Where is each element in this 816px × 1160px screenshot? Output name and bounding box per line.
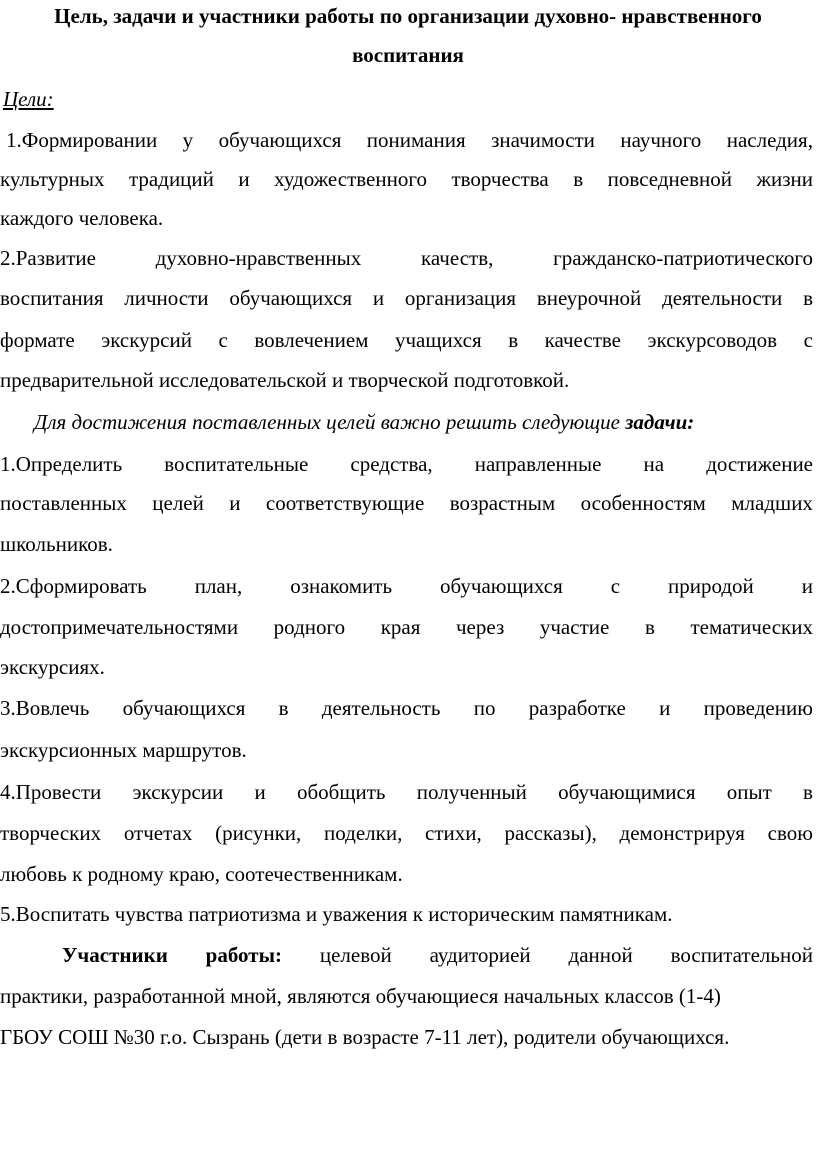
word: деятельность	[321, 696, 441, 720]
word: на	[643, 452, 665, 476]
goal-1-line-3: каждого человека.	[0, 206, 164, 230]
word: деятельности	[662, 286, 783, 310]
word: возрастным	[449, 491, 556, 515]
word: жизни	[756, 167, 813, 191]
participants-word: аудиторией	[429, 943, 531, 967]
word: опыт	[726, 780, 772, 804]
word: с	[218, 328, 228, 352]
word: экскурсии	[132, 780, 224, 804]
word: природой	[668, 574, 754, 598]
word: обучающихся	[218, 128, 342, 152]
task-3-line-2: экскурсионных маршрутов.	[0, 738, 247, 762]
word: формате	[0, 328, 75, 352]
tasks-intro	[34, 409, 694, 435]
word: повседневной	[607, 167, 732, 191]
word: в	[803, 286, 813, 310]
goal-2-line-4: предварительной исследовательской и творческой подготовкой.	[0, 368, 570, 392]
word: рассказы),	[504, 821, 597, 845]
participants-word: воспитательной	[670, 943, 813, 967]
word: с	[610, 574, 621, 598]
word: с	[803, 328, 813, 352]
word: стихи,	[425, 821, 482, 845]
word: 2.Развитие	[0, 246, 96, 270]
word: в	[644, 615, 655, 639]
word: художественного	[274, 167, 427, 191]
task-4-line-1	[0, 779, 813, 805]
word: обучающихся	[440, 574, 563, 598]
word: и	[238, 167, 250, 191]
word: проведению	[703, 696, 813, 720]
task-3-line-1	[0, 695, 813, 721]
word: соответствующие	[265, 491, 425, 515]
task-4-line-3: любовь к родному краю, соотечественникам.	[0, 862, 403, 886]
word: обучающихся	[229, 286, 353, 310]
word: тематических	[690, 615, 813, 639]
word: 3.Вовлечь	[0, 696, 90, 720]
word: целей	[152, 491, 204, 515]
document-title-line-1: Цель, задачи и участники работы по организации духовно- нравственного	[54, 4, 762, 28]
word: традиций	[129, 167, 214, 191]
word: и	[229, 491, 241, 515]
word: по	[473, 696, 496, 720]
word: особенностям	[580, 491, 706, 515]
word: 1.Формировании	[6, 128, 158, 152]
word: в	[573, 167, 584, 191]
goal-2-line-3	[0, 327, 813, 353]
participants-label-1: Участники	[62, 943, 168, 967]
word: наследия,	[726, 128, 813, 152]
word: значимости	[491, 128, 595, 152]
word: родного	[273, 615, 346, 639]
word: понимания	[366, 128, 466, 152]
word: ознакомить	[290, 574, 393, 598]
word: обучающимися	[558, 780, 696, 804]
task-4-line-2	[0, 820, 813, 846]
participants-line-1	[62, 942, 813, 968]
task-1-line-3: школьников.	[0, 532, 113, 556]
word: воспитания	[0, 286, 104, 310]
word: (рисунки,	[215, 821, 302, 845]
word: направленные	[474, 452, 602, 476]
word: и	[659, 696, 671, 720]
goal-2-line-2	[0, 285, 813, 311]
participants-word: целевой	[319, 943, 392, 967]
word: качеств,	[420, 246, 494, 270]
word: 1.Определить	[0, 452, 123, 476]
word: творческих	[0, 821, 102, 845]
tasks-intro-text: Для достижения поставленных целей важно решить следующие	[34, 410, 626, 434]
goal-1-line-2	[0, 166, 813, 192]
word: культурных	[0, 167, 105, 191]
word: младших	[731, 491, 813, 515]
word: научного	[620, 128, 702, 152]
task-2-line-3: экскурсиях.	[0, 655, 105, 679]
word: поделки,	[324, 821, 403, 845]
word: экскурсий	[101, 328, 192, 352]
task-2-line-2	[0, 614, 813, 640]
word: качестве	[544, 328, 622, 352]
word: через	[456, 615, 505, 639]
word: и	[801, 574, 813, 598]
word: и	[372, 286, 385, 310]
word: личности	[124, 286, 209, 310]
participants-line-2: практики, разработанной мной, являются обучающиеся начальных классов (1-4)	[0, 984, 721, 1008]
word: участие	[539, 615, 610, 639]
word: в	[803, 780, 813, 804]
participants-word: данной	[568, 943, 633, 967]
word: план,	[194, 574, 243, 598]
word: обобщить	[296, 780, 386, 804]
goals-heading: Цели:	[3, 87, 54, 111]
word: воспитательные	[164, 452, 309, 476]
task-1-line-2	[0, 490, 813, 516]
word: духовно-нравственных	[155, 246, 362, 270]
participants-label-2: работы:	[205, 943, 282, 967]
word: свою	[767, 821, 813, 845]
word: в	[508, 328, 519, 352]
word: края	[380, 615, 421, 639]
word: организация	[404, 286, 517, 310]
word: учащихся	[395, 328, 482, 352]
task-2-line-1	[0, 573, 813, 599]
word: у	[182, 128, 194, 152]
word: вовлечением	[254, 328, 369, 352]
goal-1-line-1	[6, 127, 813, 153]
word: полученный	[416, 780, 527, 804]
word: поставленных	[0, 491, 127, 515]
word: творчества	[451, 167, 549, 191]
word: в	[278, 696, 289, 720]
word: 4.Провести	[0, 780, 102, 804]
word: средства,	[350, 452, 433, 476]
word: внеурочной	[536, 286, 642, 310]
goal-2-line-1	[0, 245, 813, 271]
document-title-line-2: воспитания	[352, 43, 464, 67]
word: демонстрируя	[619, 821, 745, 845]
word: разработке	[528, 696, 626, 720]
word: обучающихся	[122, 696, 246, 720]
word: 2.Сформировать	[0, 574, 147, 598]
word: достижение	[706, 452, 813, 476]
word: отчетах	[123, 821, 193, 845]
participants-line-3: ГБОУ СОШ №30 г.о. Сызрань (дети в возрасте 7-11 лет), родители обучающихся.	[0, 1025, 730, 1049]
word: достопримечательностями	[0, 615, 239, 639]
tasks-intro-bold: задачи:	[625, 410, 695, 434]
word: гражданско-патриотического	[553, 246, 813, 270]
task-5-line: 5.Воспитать чувства патриотизма и уважения к историческим памятникам.	[0, 902, 673, 926]
word: экскурсоводов	[647, 328, 778, 352]
task-1-line-1	[0, 451, 813, 477]
word: и	[254, 780, 266, 804]
